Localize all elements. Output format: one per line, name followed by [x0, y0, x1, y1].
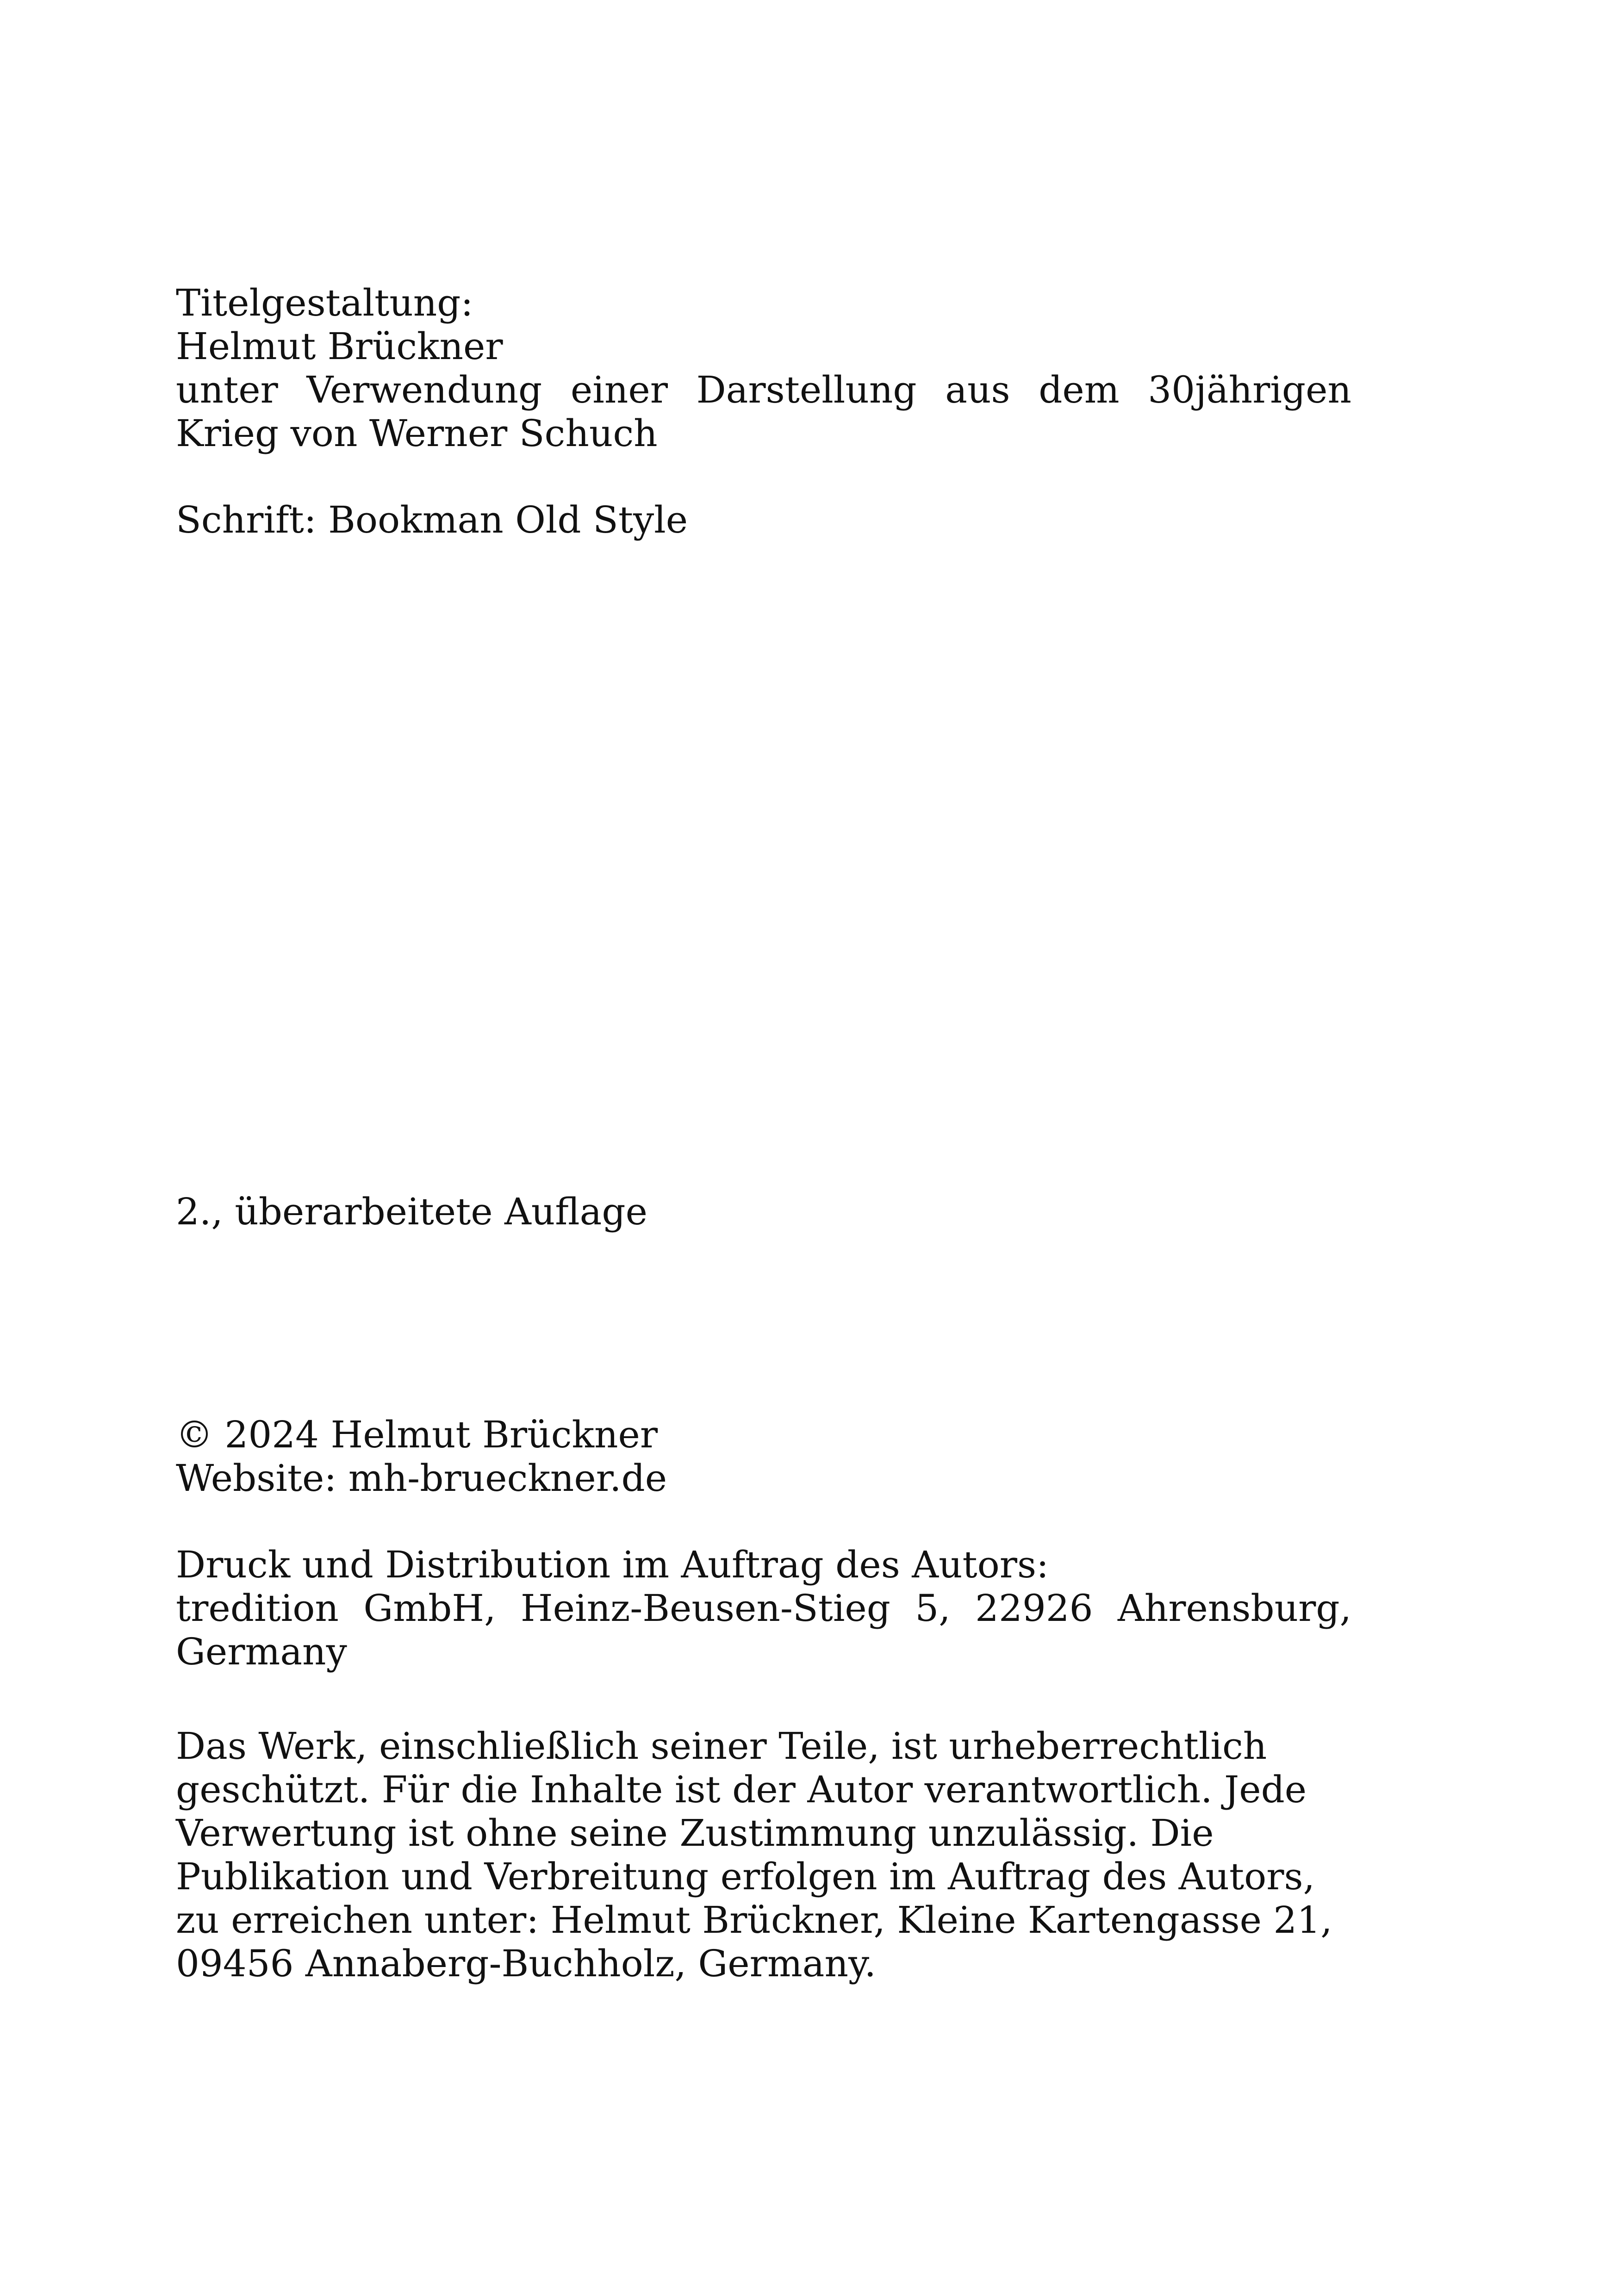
font-note-text: Schrift: Bookman Old Style	[176, 498, 688, 541]
cover-design-credits	[176, 281, 1351, 455]
copyright-notice: © 2024 Helmut Brückner	[176, 1413, 658, 1456]
copyright-block	[176, 1413, 1351, 1500]
distribution-heading: Druck und Distribution im Auftrag des Autors:	[176, 1543, 1049, 1586]
legal-line-4: Publikation und Verbreitung erfolgen im Auftrag des Autors,	[176, 1855, 1315, 1898]
website-line: Website: mh-brueckner.de	[176, 1457, 667, 1500]
distribution-block	[176, 1543, 1351, 1674]
distribution-address-line-2: Germany	[176, 1630, 347, 1673]
legal-line-5: zu erreichen unter: Helmut Brückner, Kleine Kartengasse 21,	[176, 1899, 1332, 1942]
cover-designer-name: Helmut Brückner	[176, 325, 503, 368]
cover-source-line-2: Krieg von Werner Schuch	[176, 412, 658, 455]
legal-line-2: geschützt. Für die Inhalte ist der Autor verantwortlich. Jede	[176, 1768, 1307, 1811]
legal-line-3: Verwertung ist ohne seine Zustimmung unzulässig. Die	[176, 1812, 1214, 1855]
legal-notice	[176, 1725, 1351, 1986]
cover-design-label: Titelgestaltung:	[176, 281, 473, 324]
distribution-address-line-1: tredition GmbH, Heinz-Beusen-Stieg 5, 22926 Ahrensburg,	[176, 1587, 1351, 1630]
legal-line-6: 09456 Annaberg-Buchholz, Germany.	[176, 1942, 876, 1985]
edition-text: 2., überarbeitete Auflage	[176, 1190, 647, 1233]
legal-line-1: Das Werk, einschließlich seiner Teile, ist urheberrechtlich	[176, 1725, 1267, 1768]
edition-note	[176, 1190, 1351, 1234]
cover-source-line-1: unter Verwendung einer Darstellung aus dem 30jährigen	[176, 368, 1351, 411]
font-note	[176, 498, 1351, 542]
